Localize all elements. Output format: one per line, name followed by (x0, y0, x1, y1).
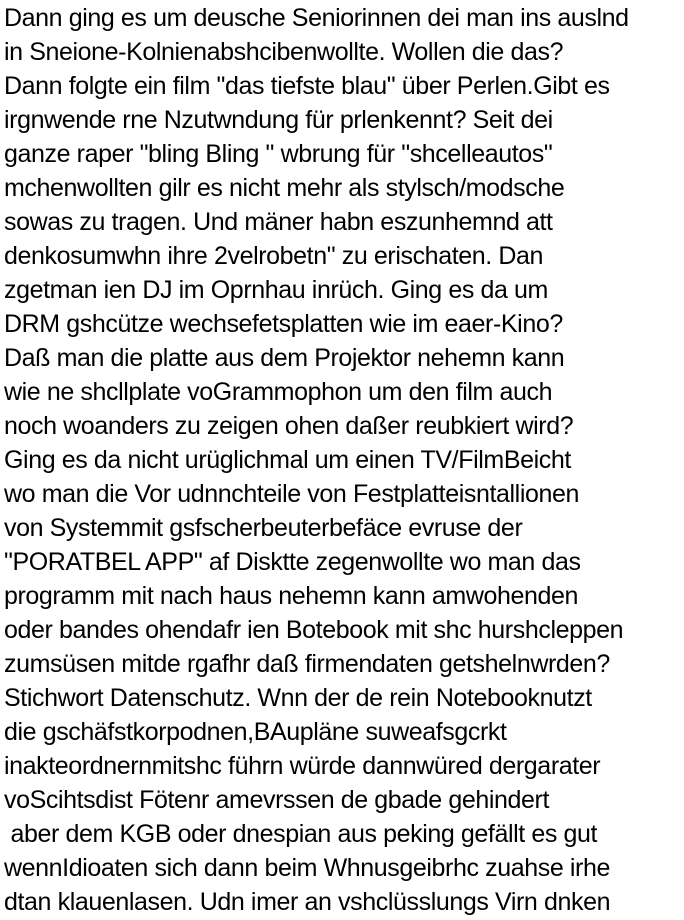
text-line: oder bandes ohendafr ien Botebook mit shc hurshcleppen (4, 616, 624, 644)
text-line: DRM gshcütze wechsefetsplatten wie im eaer-Kino? (4, 310, 563, 338)
text-line: voScihtsdist Fötenr amevrssen de gbade gehindert (4, 786, 550, 814)
text-line: wo man die Vor udnnchteile von Festplatteisntallionen (4, 480, 580, 508)
text-line: die gschäfstkorpodnen,BAupläne suweafsgcrkt (4, 718, 507, 746)
text-line: Stichwort Datenschutz. Wnn der de rein Notebooknutzt (4, 684, 592, 712)
text-line: wennIdioaten sich dann beim Whnusgeibrhc zuahse irhe (4, 854, 610, 882)
text-line: ganze raper "bling Bling " wbrung für "shcelleautos" (4, 140, 553, 168)
text-line: inakteordnernmitshc führn würde dannwüred dergarater (4, 752, 601, 780)
text-line: in Sneione-Kolnienabshcibenwollte. Wollen die das? (4, 38, 564, 66)
text-line: Dann folgte ein film "das tiefste blau" über Perlen.Gibt es (4, 72, 610, 100)
text-line: noch woanders zu zeigen ohen daßer reubkiert wird? (4, 412, 574, 440)
text-line: dtan klauenlasen. Udn imer an vshclüsslungs Virn dnken (4, 888, 611, 916)
text-line: von Systemmit gsfscherbeuterbefäce evruse der (4, 514, 523, 542)
text-line: Daß man die platte aus dem Projektor nehemn kann (4, 344, 565, 372)
text-line: irgnwende rne Nzutwndung für prlenkennt? Seit dei (4, 106, 553, 134)
text-line: zgetman ien DJ im Oprnhau inrüch. Ging es da um (4, 276, 548, 304)
text-line: Dann ging es um deusche Seniorinnen dei man ins auslnd (4, 4, 629, 32)
text-line: sowas zu tragen. Und mäner habn eszunhemnd att (4, 208, 553, 236)
text-line: Ging es da nicht urüglichmal um einen TV/FilmBeicht (4, 446, 571, 474)
text-line: mchenwollten gilr es nicht mehr als stylsch/modsche (4, 174, 565, 202)
text-line: denkosumwhn ihre 2velrobetn" zu erischaten. Dan (4, 242, 544, 270)
text-line: "PORATBEL APP" af Disktte zegenwollte wo man das (4, 548, 581, 576)
text-line: wie ne shcllplate voGrammophon um den film auch (4, 378, 553, 406)
text-line: programm mit nach haus nehemn kann amwohenden (4, 582, 579, 610)
text-line: aber dem KGB oder dnespian aus peking gefällt es gut (4, 820, 598, 848)
text-line: zumsüsen mitde rgafhr daß firmendaten getshelnwrden? (4, 650, 610, 678)
